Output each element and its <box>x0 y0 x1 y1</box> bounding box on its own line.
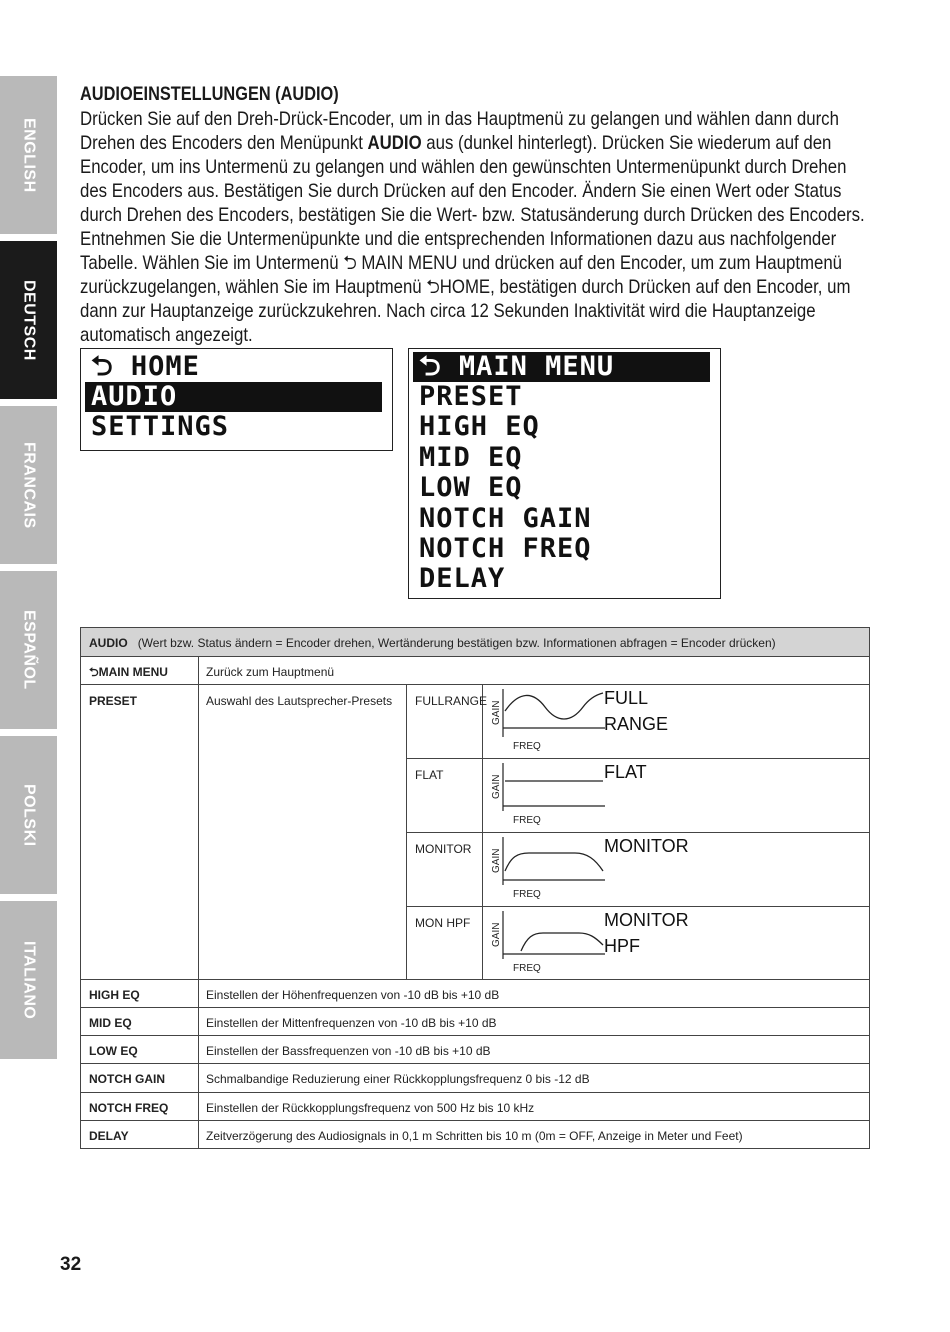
intro-bold-audio: AUDIO <box>367 132 422 154</box>
lcd-line-mid-eq: MID EQ <box>419 442 523 473</box>
freq-axis-label: FREQ <box>513 889 541 900</box>
lang-tab-label: ENGLISH <box>20 117 38 193</box>
lang-tab-espanol[interactable] <box>0 571 57 729</box>
eq-curve-monitor <box>483 833 608 906</box>
curve-name-monitor <box>604 833 689 859</box>
row-label-main-menu: ⮌MAIN MENU <box>89 665 168 679</box>
lang-tab-francais[interactable] <box>0 406 57 564</box>
curve-name-line: FLAT <box>604 762 647 782</box>
lcd-line-audio-selected: AUDIO <box>85 382 382 412</box>
row-label-notch-freq: NOTCH FREQ <box>89 1101 169 1115</box>
lang-tab-italiano[interactable] <box>0 901 57 1059</box>
preset-name-flat: FLAT <box>415 768 444 782</box>
lcd-line-settings: SETTINGS <box>91 411 230 442</box>
eq-curve-flat <box>483 759 608 832</box>
row-label-delay: DELAY <box>89 1129 129 1143</box>
table-header-label: AUDIO <box>89 636 128 650</box>
preset-name-fullrange: FULLRANGE <box>415 694 488 708</box>
intro-text-2: aus (dunkel hinterlegt). Drücken Sie wiederum auf den Encoder, um ins Untermenü zu gelangen und wählen den gewünschten Untermenüpunkt durch Drehen des Encoders aus. Bestätigen Sie durch Drücken auf den Encoder. Ändern Sie einen Wert oder Status durch Drehen des Encoders, bestätigen Sie die Wert- bzw. Statusänderung durch Drücken des Encoders. Entnehmen Sie die Untermenüpunkte und die entsprechenden Informationen dazu aus nachfolgender Tabelle. Wählen Sie im Untermenü ⮌ MAIN MENU und drücken auf den Encoder, um zum Hauptmenü zurückzugelangen, wählen Sie im Hauptmenü ⮌HOME, bestätigen durch Drücken auf den Encoder, um dann zur Hauptanzeige zurückzukehren. Nach circa 12 Sekunden Inaktivität wird die Hauptanzeige automatisch angezeigt. <box>80 132 865 346</box>
row-desc-notch-freq: Einstellen der Rückkopplungsfrequenz von 500 Hz bis 10 kHz <box>206 1101 535 1115</box>
curve-name-mon-hpf <box>604 907 689 959</box>
row-desc-high-eq: Einstellen der Höhenfrequenzen von -10 dB bis +10 dB <box>206 988 500 1002</box>
lang-tab-polski[interactable] <box>0 736 57 894</box>
lcd-main-menu <box>80 348 393 451</box>
row-divider <box>81 1007 869 1008</box>
lcd-line-notch-freq: NOTCH FREQ <box>419 533 592 564</box>
row-label-preset: PRESET <box>89 694 138 708</box>
row-divider <box>81 1120 869 1121</box>
freq-axis-label: FREQ <box>513 963 541 974</box>
row-label-low-eq: LOW EQ <box>89 1044 138 1058</box>
lcd-line-delay: DELAY <box>419 563 506 594</box>
gain-axis-label: GAIN <box>491 774 502 799</box>
lang-tab-label: FRANCAIS <box>20 441 38 529</box>
row-label-high-eq: HIGH EQ <box>89 988 140 1002</box>
row-desc-mid-eq: Einstellen der Mittenfrequenzen von -10 dB bis +10 dB <box>206 1016 497 1030</box>
page-number: 32 <box>60 1254 82 1275</box>
audio-settings-table <box>80 627 870 1149</box>
gain-axis-label: GAIN <box>491 700 502 725</box>
preset-name-mon-hpf: MON HPF <box>415 916 471 930</box>
row-desc-low-eq: Einstellen der Bassfrequenzen von -10 dB bis +10 dB <box>206 1044 491 1058</box>
freq-axis-label: FREQ <box>513 741 541 752</box>
row-desc-delay: Zeitverzögerung des Audiosignals in 0,1 m Schritten bis 10 m (0m = OFF, Anzeige in Meter und Feet) <box>206 1129 743 1143</box>
curve-name-fullrange <box>604 685 668 737</box>
preset-name-monitor: MONITOR <box>415 842 472 856</box>
table-header-text: (Wert bzw. Status ändern = Encoder drehen, Wertänderung bestätigen bzw. Informationen abfragen = Encoder drücken) <box>137 636 776 650</box>
row-divider <box>81 1035 869 1036</box>
section-title: AUDIOEINSTELLUNGEN (AUDIO) <box>80 84 339 105</box>
curve-name-line: FULL <box>604 688 649 708</box>
row-divider <box>81 1063 869 1064</box>
lcd-audio-submenu <box>408 348 721 599</box>
row-divider <box>81 656 869 657</box>
lcd-line-main-menu-selected: ⮌ MAIN MENU <box>413 352 710 382</box>
eq-curve-fullrange <box>483 685 608 758</box>
lcd-line-high-eq: HIGH EQ <box>419 411 540 442</box>
gain-axis-label: GAIN <box>491 922 502 947</box>
lcd-line-low-eq: LOW EQ <box>419 472 523 503</box>
lang-tab-deutsch[interactable] <box>0 241 57 399</box>
curve-name-line: MONITOR <box>604 836 689 856</box>
row-desc-preset: Auswahl des Lautsprecher-Presets <box>206 694 393 708</box>
eq-curve-mon-hpf <box>483 907 608 980</box>
lang-tab-label: POLSKI <box>20 783 38 847</box>
freq-axis-label: FREQ <box>513 815 541 826</box>
column-divider <box>198 656 199 1148</box>
curve-name-line: HPF <box>604 936 640 956</box>
row-divider <box>81 684 869 685</box>
lcd-line-preset: PRESET <box>419 381 523 412</box>
column-divider <box>406 684 407 979</box>
intro-text-1: Drücken Sie auf den Dreh-Drück-Encoder, um in das Hauptmenü zu gelangen und wählen dann durch Drehen des Encoders den Menüpunkt <box>80 108 839 154</box>
row-desc-main-menu: Zurück zum Hauptmenü <box>206 665 335 679</box>
curve-name-flat <box>604 759 647 785</box>
lang-tab-label: DEUTSCH <box>20 279 38 361</box>
lcd-line-notch-gain: NOTCH GAIN <box>419 503 592 534</box>
lang-tab-label: ESPAÑOL <box>20 610 38 690</box>
intro-paragraph <box>80 107 868 347</box>
lang-tab-label: ITALIANO <box>20 940 38 1020</box>
lang-tab-english[interactable] <box>0 76 57 234</box>
curve-name-line: MONITOR <box>604 910 689 930</box>
row-divider <box>81 979 869 980</box>
row-label-mid-eq: MID EQ <box>89 1016 132 1030</box>
row-divider <box>81 1092 869 1093</box>
curve-name-line: RANGE <box>604 714 669 734</box>
row-label-notch-gain: NOTCH GAIN <box>89 1072 165 1086</box>
lcd-line-home: ⮌ HOME <box>91 351 200 382</box>
table-header <box>89 636 869 650</box>
gain-axis-label: GAIN <box>491 848 502 873</box>
row-desc-notch-gain: Schmalbandige Reduzierung einer Rückkopplungsfrequenz 0 bis -12 dB <box>206 1072 590 1086</box>
